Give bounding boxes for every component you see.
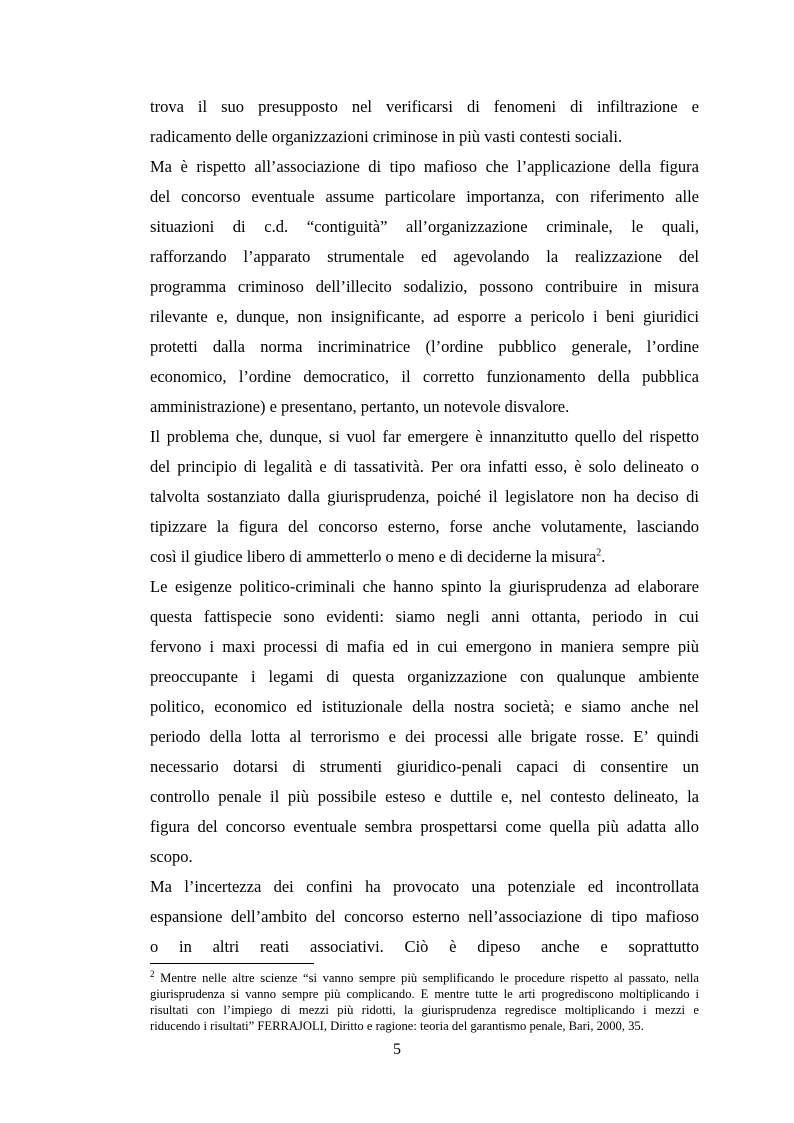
footnote-reference[interactable]: 2: [596, 547, 602, 559]
text-line: scopo.: [150, 847, 193, 866]
footnote-line: risultati con l’impiego di mezzi più ridotti, la giurisprudenza regredisce moltiplicando i mezzi e: [150, 1003, 699, 1017]
footnote-line: giurisprudenza si vanno sempre più complicando. E mentre tutte le arti progrediscono moltiplicando i: [150, 987, 699, 1001]
text-line: del principio di legalità e di tassatività. Per ora infatti esso, è solo delineato o: [150, 457, 699, 476]
text-line: figura del concorso eventuale sembra prospettarsi come quella più adatta allo: [150, 817, 699, 836]
text-line: radicamento delle organizzazioni criminose in più vasti contesti sociali.: [150, 127, 623, 146]
text-line: trova il suo presupposto nel verificarsi di fenomeni di infiltrazione e: [150, 97, 699, 116]
footnote-text: Mentre nelle altre scienze “si vanno sempre più semplificando le procedure rispetto al passato, nella: [154, 971, 699, 985]
text-line: preoccupante i legami di questa organizzazione con qualunque ambiente: [150, 667, 699, 686]
text-line: politico, economico ed istituzionale della nostra società; e siamo anche nel: [150, 697, 699, 716]
sentence-end: .: [601, 547, 606, 566]
text-line: protetti dalla norma incriminatrice (l’ordine pubblico generale, l’ordine: [150, 337, 699, 356]
text-line: necessario dotarsi di strumenti giuridico-penali capaci di consentire un: [150, 757, 699, 776]
text-line: Il problema che, dunque, si vuol far emergere è innanzitutto quello del rispetto: [150, 427, 699, 446]
text-line: controllo penale il più possibile esteso e duttile e, nel contesto delineato, la: [150, 787, 699, 806]
text-line: Ma l’incertezza dei confini ha provocato una potenziale ed incontrollata: [150, 877, 699, 896]
text-line: Le esigenze politico-criminali che hanno spinto la giurisprudenza ad elaborare: [150, 577, 699, 596]
text-line: economico, l’ordine democratico, il corretto funzionamento della pubblica: [150, 367, 699, 386]
text-line: questa fattispecie sono evidenti: siamo negli anni ottanta, periodo in cui: [150, 607, 699, 626]
text-line: Ma è rispetto all’associazione di tipo mafioso che l’applicazione della figura: [150, 157, 699, 176]
body-text: [150, 92, 699, 962]
text-line: rilevante e, dunque, non insignificante, ad esporre a pericolo i beni giuridici: [150, 307, 699, 326]
footnote-marker: 2: [150, 968, 155, 979]
text-line: o in altri reati associativi. Ciò è dipeso anche e soprattutto: [150, 937, 699, 956]
footnote-line: [150, 970, 699, 986]
page-number: 5: [393, 1041, 401, 1058]
footnote: [150, 970, 699, 1034]
text-line: periodo della lotta al terrorismo e dei processi alle brigate rosse. E’ quindi: [150, 727, 699, 746]
text-line: del concorso eventuale assume particolare importanza, con riferimento alle: [150, 187, 699, 206]
text-line: tipizzare la figura del concorso esterno, forse anche volutamente, lasciando: [150, 517, 699, 536]
text-line: situazioni di c.d. “contiguità” all’organizzazione criminale, le quali,: [150, 217, 699, 236]
text-line: amministrazione) e presentano, pertanto, un notevole disvalore.: [150, 397, 570, 416]
text-line-content: così il giudice libero di ammetterlo o meno e di deciderne la misura: [150, 547, 597, 566]
footnote-line: riducendo i risultati” FERRAJOLI, Diritto e ragione: teoria del garantismo penale, Bari, 2000, 35.: [150, 1019, 644, 1033]
text-line: fervono i maxi processi di mafia ed in cui emergono in maniera sempre più: [150, 637, 699, 656]
footnote-divider: [150, 963, 314, 964]
text-line: [150, 542, 699, 572]
text-line: programma criminoso dell’illecito sodalizio, possono contribuire in misura: [150, 277, 699, 296]
text-line: talvolta sostanziato dalla giurisprudenza, poiché il legislatore non ha deciso di: [150, 487, 699, 506]
text-line: rafforzando l’apparato strumentale ed agevolando la realizzazione del: [150, 247, 699, 266]
text-line: espansione dell’ambito del concorso esterno nell’associazione di tipo mafioso: [150, 907, 699, 926]
